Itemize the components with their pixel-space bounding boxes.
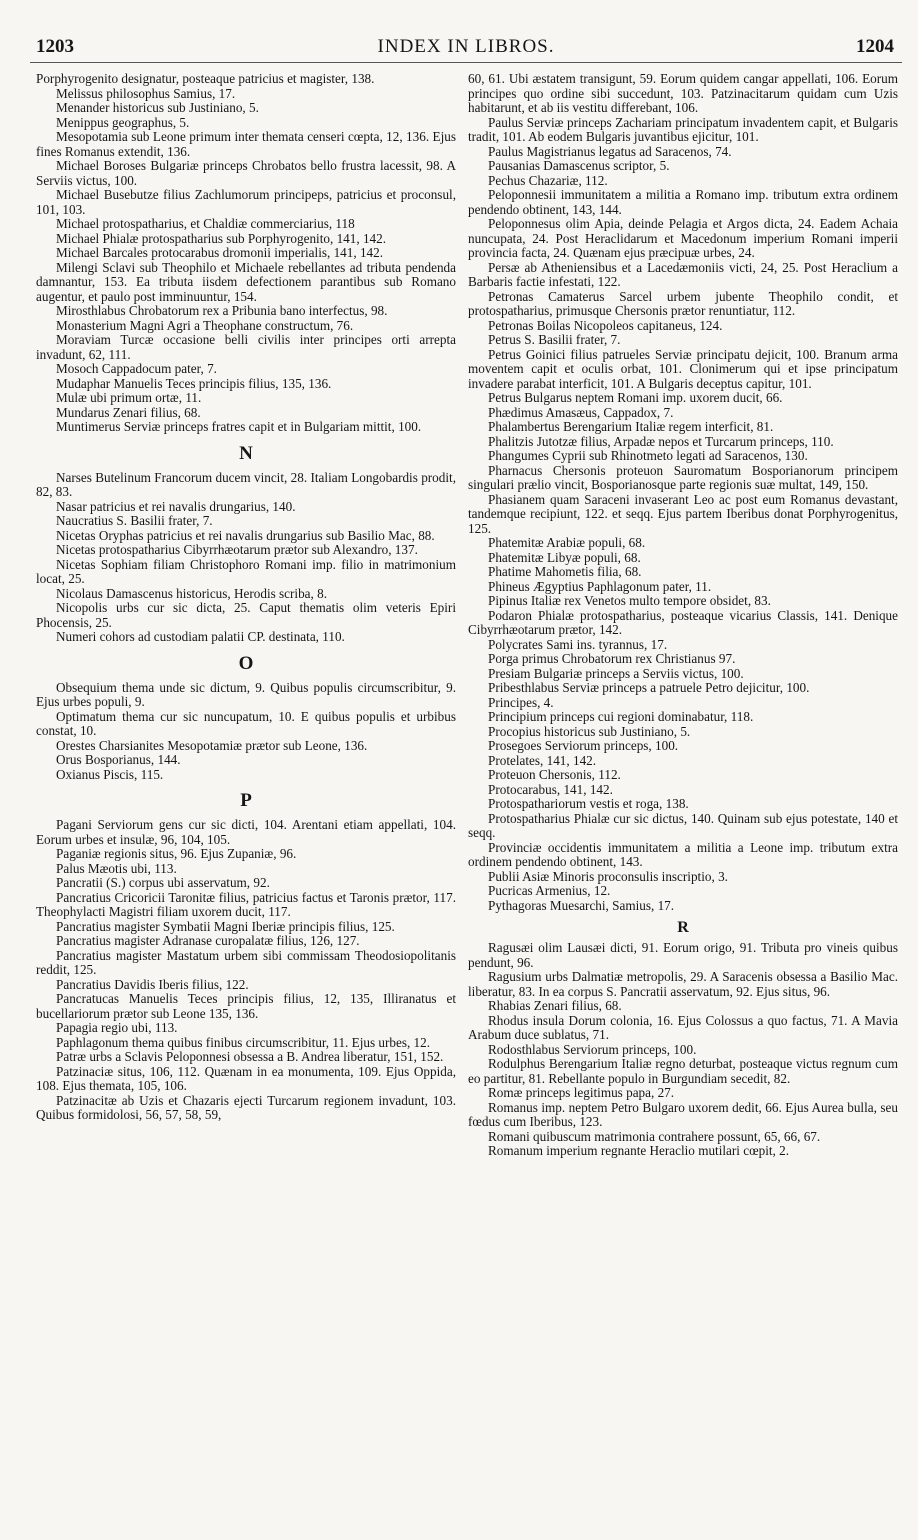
index-entry: Pausanias Damascenus scriptor, 5. [488,158,670,173]
index-entry: Pucricas Armenius, 12. [488,883,611,898]
index-entry: Procopius historicus sub Justiniano, 5. [488,723,691,739]
index-entry: Naucratius S. Basilii frater, 7. [56,513,213,528]
index-entry: Michael Boroses Bulgariæ princeps Chrobatos bello frustra lacessit, 98. A Serviis victus, 100. [36,158,456,188]
index-entry: Paganiæ regionis situs, 96. Ejus Zupaniæ, 96. [56,846,297,861]
index-entry: Michael Busebutze filius Zachlumorum principeps, patricius et proconsul, 101, 103. [36,187,456,217]
index-entry: Petrus Bulgarus neptem Romani imp. uxorem ducit, 66. [488,390,783,405]
index-entry: Mulæ ubi primum ortæ, 11. [56,390,202,405]
index-entry: Persæ ab Atheniensibus et a Lacedæmoniis victi, 24, 25. Post Heraclium a Barbaris factie infestati, 122. [468,259,898,289]
index-entry: Patzinacitæ ab Uzis et Chazaris ejecti Turcarum regionem invadunt, 103. Quibus formidolosi, 56, 57, 58, 59, [36,1092,456,1122]
index-entry: Paulus Serviæ princeps Zachariam principatum invadentem capit, et Bulgaris tradit, 101. Ab eodem Bulgaris juvantibus ejicitur, 101. [468,114,898,144]
index-entry: Pechus Chazariæ, 112. [488,172,608,188]
index-entry: Palus Mæotis ubi, 113. [56,860,177,876]
index-entry: Phasianem quam Saraceni invaserant Leo ac post eum Romanus devastant, tandemque recipiunt, 122. et seqq. Ejus partem Iberibus donat Porphyrogenitus, 125. [468,491,898,536]
index-entry: Romanum imperium regnante Heraclio mutilari cœpit, 2. [488,1143,790,1158]
index-entry: Pharnacus Chersonis proteuon Sauromatum Bosporianorum principem singulari prælio vincit, Bosporianosque parte regionis suæ multat, 149, 150. [468,462,898,492]
section-letter: R [677,919,689,936]
index-entry: Podaron Phialæ protospatharius, posteaque vicarius Classis, 141. Denique Cibyrrhæotarum prætor, 142. [468,607,898,637]
index-entry: Rodulphus Berengarium Italiæ regno deturbat, posteaque victus regnum cum eo partitur, 81. Rebellante populo in Burgundiam secedit, 82. [468,1056,898,1086]
index-entry: Protospathariorum vestis et roga, 138. [488,796,689,811]
index-entry: Pancratius magister Symbatii Magni Iberiæ principis filius, 125. [56,918,395,934]
index-entry: Optimatum thema cur sic nuncupatum, 10. E quibus populis et urbibus constat, 10. [36,708,456,738]
index-entry: Narses Butelinum Francorum ducem vincit, 28. Italiam Longobardis prodit, 82, 83. [36,469,456,499]
index-entry: Nasar patricius et rei navalis drungarius, 140. [56,498,296,514]
index-entry: Mundarus Zenari filius, 68. [56,404,201,420]
page-number-left: 1203 [36,36,74,57]
index-entry: Pythagoras Muesarchi, Samius, 17. [488,897,675,913]
index-entry: Patræ urbs a Sclavis Peloponnesi obsessa a B. Andrea liberatur, 151, 152. [56,1049,444,1064]
index-entry: Mirosthlabus Chrobatorum rex a Pribunia bano interfectus, 98. [56,303,388,318]
header-rule [30,62,902,63]
index-entry: Papagia regio ubi, 113. [56,1020,178,1035]
index-entry: Phalambertus Berengarium Italiæ regem interficit, 81. [488,419,774,434]
index-entry: Pancratius Davidis Iberis filius, 122. [56,976,249,992]
index-entry: Paphlagonum thema quibus finibus circumscribitur, 11. Ejus urbes, 12. [56,1034,431,1050]
index-entry: Polycrates Sami ins. tyrannus, 17. [488,636,668,652]
index-entry: Provinciæ occidentis immunitatem a militia a Leone imp. tributum extra ordinem pendendo obtinent, 143. [468,839,898,869]
index-entry: Pancratii (S.) corpus ubi asservatum, 92. [56,875,270,890]
index-entry: Pancratius magister Adranase curopalatæ filius, 126, 127. [56,933,360,948]
section-letter: P [240,790,252,811]
index-entry: Mesopotamia sub Leone primum inter themata censeri cœpta, 12, 136. Ejus fines Romanus extendit, 136. [36,129,456,159]
index-entry: Mosoch Cappadocum pater, 7. [56,361,217,376]
index-entry: Ragusium urbs Dalmatiæ metropolis, 29. A Saracenis obsessa a Basilio Mac. liberatur, 83. In ea corpus S. Pancratii asservatum, 92. Ejus situs, 96. [468,969,898,999]
index-entry: Menippus geographus, 5. [56,114,190,130]
index-entry: Moraviam Turcæ occasione belli civilis inter principes orti arrepta invadunt, 62, 111. [36,332,456,362]
index-entry: Michael Phialæ protospatharius sub Porphyrogenito, 141, 142. [56,230,387,246]
index-entry: Milengi Sclavi sub Theophilo et Michaele rebellantes ad tributa pendenda damnantur, 153. Ea tributa iisdem defectionem parantibus sub Romano augentur, et paulo post imminuuntur, 154. [36,259,456,304]
index-entry: Peloponnesus olim Apia, deinde Pelagia et Argos dicta, 24. Eadem Achaia nuncupata, 24. Post Heraclidarum et Macedonum imperium Romani imperii provincia facta, 24. Quænam ejus præcipuæ urbes, 24. [468,216,898,260]
right-column [468,72,898,1159]
index-entry: Romani quibuscum matrimonia contrahere possunt, 65, 66, 67. [488,1128,821,1144]
index-entry: Proteuon Chersonis, 112. [488,767,621,782]
index-entry: Pagani Serviorum gens cur sic dicti, 104. Arentani etiam appellati, 104. Eorum urbes et insulæ, 96, 104, 105. [36,817,456,847]
index-entry: Patzinaciæ situs, 106, 112. Quænam in ea monumenta, 109. Ejus Oppida, 108. Ejus themata, 105, 106. [36,1063,456,1093]
page-number-right: 1204 [856,36,894,57]
index-entry: Romæ princeps legitimus papa, 27. [488,1085,675,1100]
index-entry: Phatemitæ Libyæ populi, 68. [488,549,641,565]
index-entry: Orestes Charsianites Mesopotamiæ prætor sub Leone, 136. [56,737,368,753]
index-entry: Petrus S. Basilii frater, 7. [488,332,621,347]
index-entry: Nicopolis urbs cur sic dicta, 25. Caput thematis olim veteris Epiri Phocensis, 25. [36,600,456,630]
index-entry: Protocarabus, 141, 142. [488,781,613,797]
index-entry: Pancratius magister Mastatum urbem sibi commissam Theodosiopolitanis reddit, 125. [36,947,456,977]
index-entry: Phædimus Amasæus, Cappadox, 7. [488,404,674,420]
index-entry: Nicetas protospatharius Cibyrrhæotarum prætor sub Alexandro, 137. [56,542,418,557]
index-entry: Oxianus Piscis, 115. [56,766,164,782]
index-entry: Pipinus Italiæ rex Venetos multo tempore obsidet, 83. [488,593,771,608]
index-entry: Principes, 4. [488,694,554,710]
index-entry: Prosegoes Serviorum princeps, 100. [488,738,679,753]
index-entry: Muntimerus Serviæ princeps fratres capit et in Bulgariam mittit, 100. [56,419,422,434]
index-entry: Mudaphar Manuelis Teces principis filius, 135, 136. [56,375,332,391]
index-entry: Romanus imp. neptem Petro Bulgaro uxorem dedit, 66. Ejus Aurea bulla, seu fœdus cum Iberibus, 123. [468,1099,898,1129]
index-entry: Phangumes Cyprii sub Rhinotmeto legati ad Saracenos, 130. [488,448,808,463]
index-entry: Phineus Ægyptius Paphlagonum pater, 11. [488,578,712,594]
index-entry: Presiam Bulgariæ princeps a Serviis victus, 100. [488,665,744,681]
running-title: INDEX IN LIBROS. [377,36,555,57]
index-entry: 60, 61. Ubi æstatem transigunt, 59. Eorum quidem cangar appellati, 106. Eorum principes quo ordine sibi succedunt, 103. Patzinacitarum quidam cum Uzis habitarunt, et ab iis vestitu differebant, 106. [468,71,898,115]
page-header [30,30,902,60]
index-entry: Phalitzis Jutotzæ filius, Arpadæ nepos et Turcarum princeps, 110. [488,433,834,449]
index-entry: Phatemitæ Arabiæ populi, 68. [488,535,646,550]
index-entry: Numeri cohors ad custodiam palatii CP. destinata, 110. [56,629,345,644]
index-entry: Nicolaus Damascenus historicus, Herodis scriba, 8. [56,585,328,601]
index-entry: Petronas Boilas Nicopoleos capitaneus, 124. [488,317,723,333]
index-entry: Pancratius Cricoricii Taronitæ filius, patricius factus et Taronis prætor, 117. Theophylacti Magistri filiam uxorem ducit, 117. [36,889,456,919]
index-entry: Porphyrogenito designatur, posteaque patricius et magister, 138. [36,71,375,86]
index-entry: Melissus philosophus Samius, 17. [56,85,236,101]
section-letter: N [239,442,253,464]
index-entry: Rhodus insula Dorum colonia, 16. Ejus Colossus a quo factus, 71. A Mavia Arabum duce sublatus, 71. [468,1012,898,1042]
index-entry: Michael protospatharius, et Chaldiæ commerciarius, 118 [56,216,355,231]
index-entry: Rodosthlabus Serviorum princeps, 100. [488,1041,697,1057]
index-entry: Principium princeps cui regioni dominabatur, 118. [488,709,754,724]
index-entry: Monasterium Magni Agri a Theophane constructum, 76. [56,317,354,333]
left-column [36,72,456,1159]
index-entry: Orus Bosporianus, 144. [56,752,181,767]
index-entry: Peloponnesii immunitatem a militia a Romano imp. tributum extra ordinem pendendo obtinent, 143, 144. [468,187,898,217]
index-entry: Michael Barcales protocarabus dromonii imperialis, 141, 142. [56,245,384,260]
index-entry: Porga primus Chrobatorum rex Christianus 97. [488,651,736,666]
section-letter: O [238,652,254,674]
index-entry: Paulus Magistrianus legatus ad Saracenos, 74. [488,143,732,159]
index-entry: Pribesthlabus Serviæ princeps a patruele Petro dejicitur, 100. [488,680,810,695]
index-columns [36,72,902,1159]
index-entry: Phatime Mahometis filia, 68. [488,564,642,579]
index-entry: Protelates, 141, 142. [488,752,597,768]
index-entry: Nicetas Sophiam filiam Christophoro Romani imp. filio in matrimonium locat, 25. [36,556,456,586]
index-entry: Petronas Camaterus Sarcel urbem jubente Theophilo condit, et protospatharius, primusque Chersonis prætor renuntiatur, 112. [468,288,898,318]
index-entry: Protospatharius Phialæ cur sic dictus, 140. Quinam sub ejus potestate, 140 et seqq. [468,810,898,840]
index-entry: Menander historicus sub Justiniano, 5. [56,100,259,115]
index-entry: Petrus Goinici filius patrueles Serviæ principatu dejicit, 100. Branum arma moventem capit et oculis orbat, 101. Clonimerum qui et ipse principatum invadere parabat interficit, 101. A Bulgaris deceptus capitur, 101. [468,346,898,391]
index-entry: Rhabias Zenari filius, 68. [488,998,622,1013]
index-entry: Ragusæi olim Lausæi dicti, 91. Eorum origo, 91. Tributa pro vineis quibus pendunt, 96. [468,940,898,970]
index-entry: Obsequium thema unde sic dictum, 9. Quibus populis circumscribitur, 9. Ejus urbes populi, 9. [36,679,456,709]
index-entry: Pancratucas Manuelis Teces principis filius, 12, 135, Illiranatus et bucellariorum prætor sub Leone 135, 136. [36,991,456,1021]
index-entry: Publii Asiæ Minoris proconsulis inscriptio, 3. [488,868,728,884]
index-entry: Nicetas Oryphas patricius et rei navalis drungarius sub Basilio Mac, 88. [56,527,435,543]
